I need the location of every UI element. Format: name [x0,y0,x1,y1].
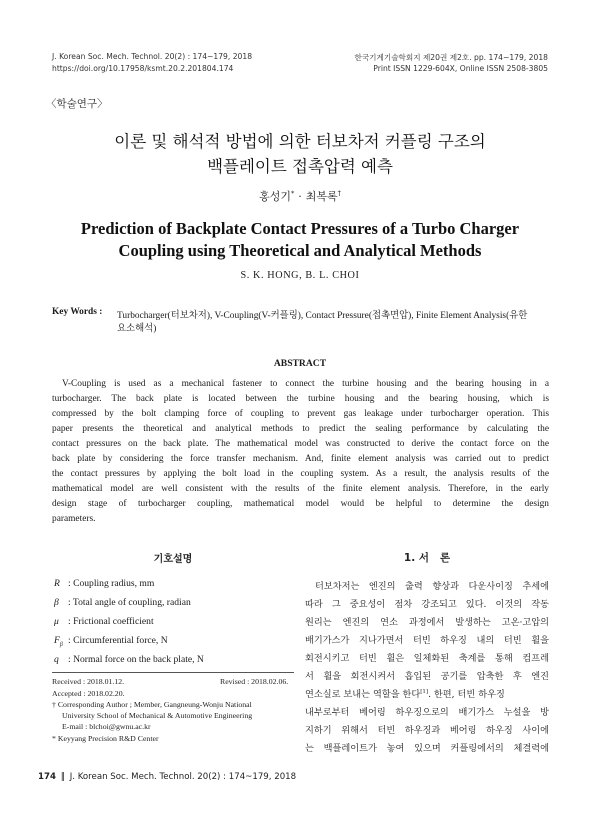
page-footer [38,772,296,782]
article-category: 〈학술연구〉 [46,98,108,110]
nomenclature-symbol: q [54,654,59,665]
nomenclature-item [54,635,168,648]
nomenclature-heading: 기호설명 [153,554,193,565]
abstract-heading: ABSTRACT [273,358,327,369]
authors-ko [0,188,600,204]
intro-heading-text: 서 론 [418,552,451,564]
abstract-line: parameters. [52,514,96,524]
nomenclature-symbol-main: F [54,635,60,646]
keywords-line1: Turbocharger(터보차저), V-Coupling(V-커플링), Contact Pressure(접촉면압), Finite Element Analysis(유한 [117,311,528,321]
page-number: 174 [38,772,56,782]
intro-line-text: 연소실로 보내는 역할을 한다 [305,689,421,700]
abstract-line: V-Coupling is used as a mechanical fastener to connect the turbine housing and the bearing housing in a [62,379,549,389]
abstract-line: compressed by the bolt clamping force of coupling to prevent gas leakage under turbocharger operation. This [52,409,549,419]
header-issn: Print ISSN 1229-604X, Online ISSN 2508-3805 [373,64,548,73]
title-ko-line1: 이론 및 해석적 방법에 의한 터보차저 커플링 구조의 [114,132,486,151]
footer-journal: J. Korean Soc. Mech. Technol. 20(2) : 174~179, 2018 [69,772,297,782]
nomenclature-item [54,616,154,627]
footnote-received: Received : 2018.01.12. [52,677,125,686]
title-en-line2: Coupling using Theoretical and Analytical Methods [118,241,482,260]
nomenclature-item [54,597,191,608]
footnote-affiliation: University School of Mechanical & Automotive Engineering [62,711,253,720]
citation-1[interactable]: [1] [420,688,429,695]
intro-line-tail: . 한편, 터빈 하우징 [428,689,505,700]
intro-line: 는 백플레이트가 놓여 있으며 커플링에서의 체결력에 [305,743,549,754]
abstract-line: design stage of turbocharger coupling, mathematical model would be helpful to determine the design [52,499,549,509]
author-ko-1: 홍성기 [259,190,291,203]
intro-line: 내부로부터 베어링 하우징으로의 배기가스 누설을 방 [305,707,549,718]
author-ko-2-mark: † [337,189,341,198]
abstract-line: contact pressures on the back plate. The mathematical model was constructed to derive the contact force on the [52,439,549,449]
authors-en: S. K. HONG, B. L. CHOI [240,270,360,281]
nomenclature-text: : Circumferential force, N [68,635,168,646]
nomenclature-symbol: μ [54,616,59,627]
nomenclature-symbol-sub: β [59,641,63,648]
author-ko-2: 최복록 [305,190,338,203]
footnote-corresponding: † Corresponding Author ; Member, Gangneung-Wonju National [52,700,252,709]
intro-line: 배기가스가 지나가면서 터빈 하우징 내의 터빈 휠을 [305,635,549,646]
intro-line: 터보차저는 엔진의 출력 향상과 다운사이징 추세에 [315,581,549,592]
keywords-label: Key Words : [52,307,103,317]
abstract-line: the contact pressures by applying the bolt load in the coupling system. As a result, the analysis results of the [52,469,549,479]
nomenclature-symbol: β [54,597,59,608]
header-doi[interactable]: https://doi.org/10.17958/ksmt.20.2.201804.174 [52,64,234,73]
intro-line: 지하기 위해서 터빈 하우징과 베어링 하우징 사이에 [305,725,549,736]
intro-heading [305,550,549,565]
intro-line: 회전시키고 터빈 휠은 일체화된 축계를 통해 컴프레 [305,653,549,664]
header-journal-ko: 한국기계기술학회지 제20권 제2호. pp. 174~179, 2018 [354,53,548,62]
title-en-line1: Prediction of Backplate Contact Pressures of a Turbo Charger [80,219,520,238]
author-ko-1-mark: * [290,189,295,198]
footnote-revised: Revised : 2018.02.06. [220,677,289,686]
intro-line: 서 휠을 회전시켜서 흡입된 공기를 압축한 후 엔진 [305,671,549,682]
keywords-line2: 요소해석) [117,324,157,334]
intro-line: 따라 그 중요성이 점차 강조되고 있다. 이것의 작동 [305,599,549,610]
abstract-line: paper presents the theoretical and analytical methods to predict the sealing performance by calculating the [52,424,549,434]
nomenclature-item [54,578,154,589]
abstract-line: mathematical model are well consistent with the results of the finite element analysis. Therefore, in the early [52,484,549,494]
footnote-rule [52,672,294,673]
nomenclature-text: : Normal force on the back plate, N [68,654,204,665]
abstract-line: turbocharger. The back plate is located between the turbine housing and the bearing housing, which is [52,394,549,404]
author-sep: · [298,190,302,203]
intro-heading-number: 1. [403,552,416,564]
footnote-accepted: Accepted : 2018.02.20. [52,689,125,698]
nomenclature-item [54,654,204,665]
nomenclature-symbol: R [54,578,60,589]
intro-line [305,686,549,700]
header-journal: J. Korean Soc. Mech. Technol. 20(2) : 174~179, 2018 [52,52,253,61]
footnote-affiliation-2: * Keyyang Precision R&D Center [52,734,159,743]
title-ko-line2: 백플레이트 접촉압력 예측 [207,157,393,176]
footnote-email[interactable]: E-mail : blchoi@gwnu.ac.kr [62,722,151,731]
nomenclature-text: : Total angle of coupling, radian [68,597,191,608]
nomenclature-text: : Frictional coefficient [68,616,154,627]
intro-line: 원리는 엔진의 연소 과정에서 발생하는 고온·고압의 [305,617,549,628]
abstract-line: back plate by considering the force transfer mechanism. And, finite element analysis was carried out to predict [52,454,549,464]
nomenclature-text: : Coupling radius, mm [68,578,155,589]
footer-separator: ‖ [60,772,65,782]
nomenclature-symbol [54,635,68,648]
